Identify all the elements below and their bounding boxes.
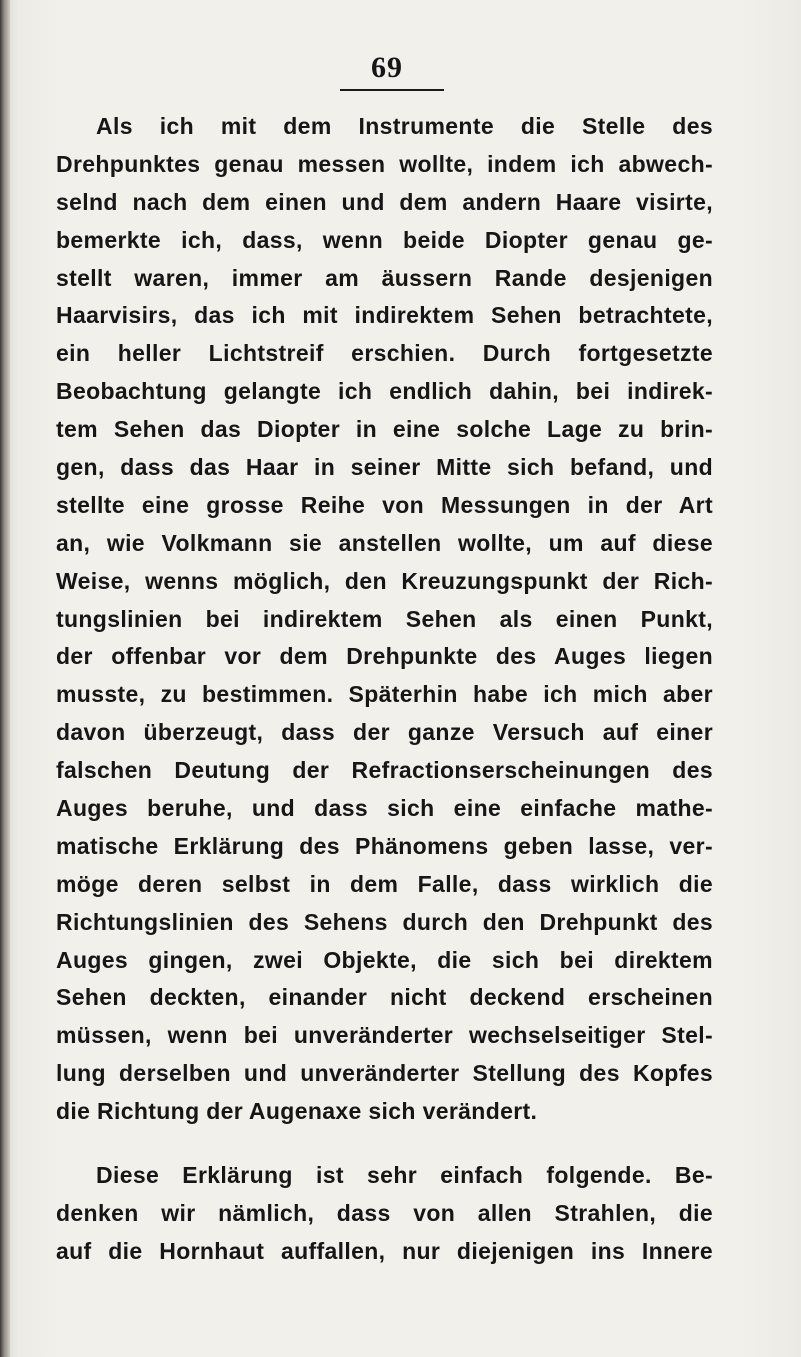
page-number: 69 (371, 51, 403, 84)
text-line: Haarvisirs, das ich mit indirektem Sehen betrachtete, (56, 302, 713, 329)
text-line: gen, dass das Haar in seiner Mitte sich befand, und (56, 454, 713, 481)
text-line: der offenbar vor dem Drehpunkte des Auges liegen (56, 643, 713, 670)
text-line: Als ich mit dem Instrumente die Stelle des (96, 113, 713, 139)
text-line: musste, zu bestimmen. Späterhin habe ich mich aber (56, 681, 713, 708)
text-line: Auges gingen, zwei Objekte, die sich bei direktem (56, 946, 713, 973)
text-line: ein heller Lichtstreif erschien. Durch fortgesetzte (56, 340, 713, 367)
text-line: stellte eine grosse Reihe von Messungen in der Art (56, 491, 713, 518)
text-line: Auges beruhe, und dass sich eine einfache mathe- (56, 795, 713, 822)
text-line: selnd nach dem einen und dem andern Haare visirte, (56, 188, 713, 215)
text-line: müssen, wenn bei unveränderter wechselseitiger Stel- (56, 1022, 713, 1049)
paragraph-2 (56, 1157, 713, 1271)
text-line: auf die Hornhaut auffallen, nur diejenigen ins Innere (56, 1237, 713, 1264)
paragraph-1 (56, 108, 713, 1131)
text-line: falschen Deutung der Refractionserscheinungen des (56, 757, 713, 784)
text-line: denken wir nämlich, dass von allen Strahlen, die (56, 1199, 713, 1226)
text-line: die Richtung der Augenaxe sich verändert. (56, 1098, 538, 1125)
binding-edge (0, 0, 10, 1357)
paragraph-gap (56, 1131, 713, 1157)
page-number-rule (340, 89, 444, 91)
text-line: matische Erklärung des Phänomens geben lasse, ver- (56, 832, 713, 859)
text-line: Drehpunktes genau messen wollte, indem ich abwech- (56, 150, 713, 177)
text-line: stellt waren, immer am äussern Rande desjenigen (56, 264, 713, 291)
text-line: tem Sehen das Diopter in eine solche Lage zu brin- (56, 416, 713, 443)
text-line: Richtungslinien des Sehens durch den Drehpunkt des (56, 908, 713, 935)
text-line: bemerkte ich, dass, wenn beide Diopter genau ge- (56, 226, 713, 253)
text-line: lung derselben und unveränderter Stellung des Kopfes (56, 1060, 713, 1087)
text-line: an, wie Volkmann sie anstellen wollte, um auf diese (56, 529, 713, 556)
body-text (56, 108, 713, 1271)
text-line: Beobachtung gelangte ich endlich dahin, bei indirek- (56, 378, 713, 405)
text-line: Diese Erklärung ist sehr einfach folgende. Be- (96, 1162, 713, 1189)
text-line: davon überzeugt, dass der ganze Versuch auf einer (56, 719, 713, 746)
text-line: möge deren selbst in dem Falle, dass wirklich die (56, 870, 713, 897)
text-line: Weise, wenns möglich, den Kreuzungspunkt der Rich- (56, 567, 713, 594)
text-line: tungslinien bei indirektem Sehen als einen Punkt, (56, 605, 713, 632)
text-line: Sehen deckten, einander nicht deckend erscheinen (56, 984, 713, 1011)
